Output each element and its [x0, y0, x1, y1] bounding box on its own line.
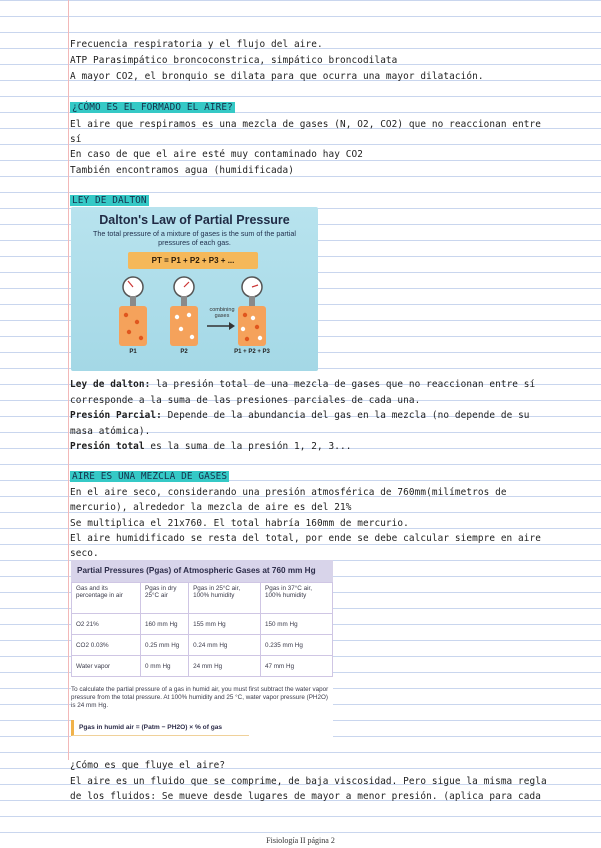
text-span: es la suma de la presión 1, 2, 3... [144, 441, 352, 452]
table-cell: 160 mm Hg [141, 614, 189, 635]
text-line: El aire que respiramos es una mezcla de gases (N, O2, CO2) que no reaccionan entre [70, 119, 542, 130]
table-cell: 0.235 mm Hg [261, 635, 333, 656]
text-line: sí [70, 134, 82, 145]
text-line: ¿Cómo es que fluye el aire? [70, 760, 226, 771]
table-header: Pgas in 25°C air, 100% humidity [189, 583, 261, 614]
dalton-formula: PT = P1 + P2 + P3 + ... [128, 252, 258, 269]
arrow-label: combining gases [209, 307, 235, 319]
section-heading [70, 100, 235, 115]
text-line: masa atómica). [70, 426, 151, 437]
gauge-icon [174, 277, 194, 306]
heading-highlight: LEY DE DALTON [72, 195, 147, 206]
text-line: ATP Parasimpático broncoconstrica, simpático broncodilata [70, 55, 398, 66]
partial-pressure-table-image [71, 560, 333, 737]
bold-term: Ley de dalton: [70, 379, 151, 390]
table-header-row [72, 583, 333, 614]
table-cell: 24 mm Hg [189, 656, 261, 677]
table-header: Pgas in dry 25°C air [141, 583, 189, 614]
section-heading [70, 469, 229, 484]
partial-pressure-table [71, 582, 333, 677]
text-span: la presión total de una mezcla de gases que no reaccionan entre sí [150, 379, 536, 390]
text-line: seco. [70, 548, 99, 559]
text-line [70, 408, 530, 423]
canister-1 [119, 306, 147, 346]
humid-air-formula: Pgas in humid air = (Patm − PH2O) × % of gas [71, 720, 249, 736]
table-title: Partial Pressures (Pgas) of Atmospheric Gases at 760 mm Hg [71, 560, 333, 582]
page-footer: Fisiología II página 2 [266, 836, 335, 845]
text-line: En caso de que el aire esté muy contaminado hay CO2 [70, 149, 363, 160]
table-cell: CO2 0.03% [72, 635, 141, 656]
canisters-illustration [71, 207, 318, 371]
section-heading [70, 193, 149, 208]
text-span: Depende de la abundancia del gas en la mezcla (no depende de su [161, 410, 530, 421]
table-cell: 0.25 mm Hg [141, 635, 189, 656]
table-cell: 0.24 mm Hg [189, 635, 261, 656]
heading-highlight: ¿CÓMO ES EL FORMADO EL AIRE? [72, 102, 233, 113]
text-line: El aire humidificado se resta del total, por ende se debe calcular siempre en aire [70, 533, 542, 544]
canister-label: P1 + P2 + P3 [234, 349, 270, 355]
table-cell: O2 21% [72, 614, 141, 635]
text-line [70, 377, 535, 392]
gauge-icon [123, 277, 143, 306]
table-note: To calculate the partial pressure of a gas in humid air, you must first subtract the water vapor pressure from the total pressure. At 100% humidity and 25 °C, water vapor pressure (PH2O) is 24 mm Hg. [71, 686, 329, 709]
text-line: de los fluidos: Se mueve desde lugares de mayor a menor presión. (aplica para cada [70, 791, 542, 802]
figure-title: Dalton's Law of Partial Pressure [99, 213, 290, 227]
table-header: Pgas in 37°C air, 100% humidity [261, 583, 333, 614]
bold-term: Presión Parcial: [70, 410, 162, 421]
text-line: A mayor CO2, el bronquio se dilata para que ocurra una mayor dilatación. [70, 71, 484, 82]
canister-label: P1 [129, 349, 137, 355]
table-cell: 150 mm Hg [261, 614, 333, 635]
table-cell: 0 mm Hg [141, 656, 189, 677]
text-line: También encontramos agua (humidificada) [70, 165, 295, 176]
figure-subtitle: The total pressure of a mixture of gases is the sum of the partial pressures of each gas. [93, 229, 296, 247]
gauge-icon [242, 277, 262, 306]
canister-3 [238, 306, 266, 346]
table-row [72, 656, 333, 677]
text-line: corresponde a la suma de las presiones parciales de cada una. [70, 395, 421, 406]
text-line: En el aire seco, considerando una presión atmosférica de 760mm(milímetros de [70, 487, 507, 498]
text-line: mercurio), alrededor la mezcla de aire es del 21% [70, 502, 352, 513]
canister-2 [170, 306, 198, 346]
text-line [70, 439, 351, 454]
dalton-law-image [71, 207, 318, 371]
table-cell: 47 mm Hg [261, 656, 333, 677]
table-cell: Water vapor [72, 656, 141, 677]
text-line: Frecuencia respiratoria y el flujo del aire. [70, 39, 323, 50]
table-row [72, 635, 333, 656]
table-header: Gas and its percentage in air [72, 583, 141, 614]
bold-term: Presión total [70, 441, 145, 452]
text-line: Se multiplica el 21x760. El total habría 160mm de mercurio. [70, 518, 409, 529]
table-row [72, 614, 333, 635]
heading-highlight: AIRE ES UNA MEZCLA DE GASES [72, 471, 228, 482]
canister-label: P2 [180, 349, 188, 355]
text-line: El aire es un fluido que se comprime, de baja viscosidad. Pero sigue la misma regla [70, 776, 547, 787]
table-cell: 155 mm Hg [189, 614, 261, 635]
margin-line [68, 0, 69, 760]
